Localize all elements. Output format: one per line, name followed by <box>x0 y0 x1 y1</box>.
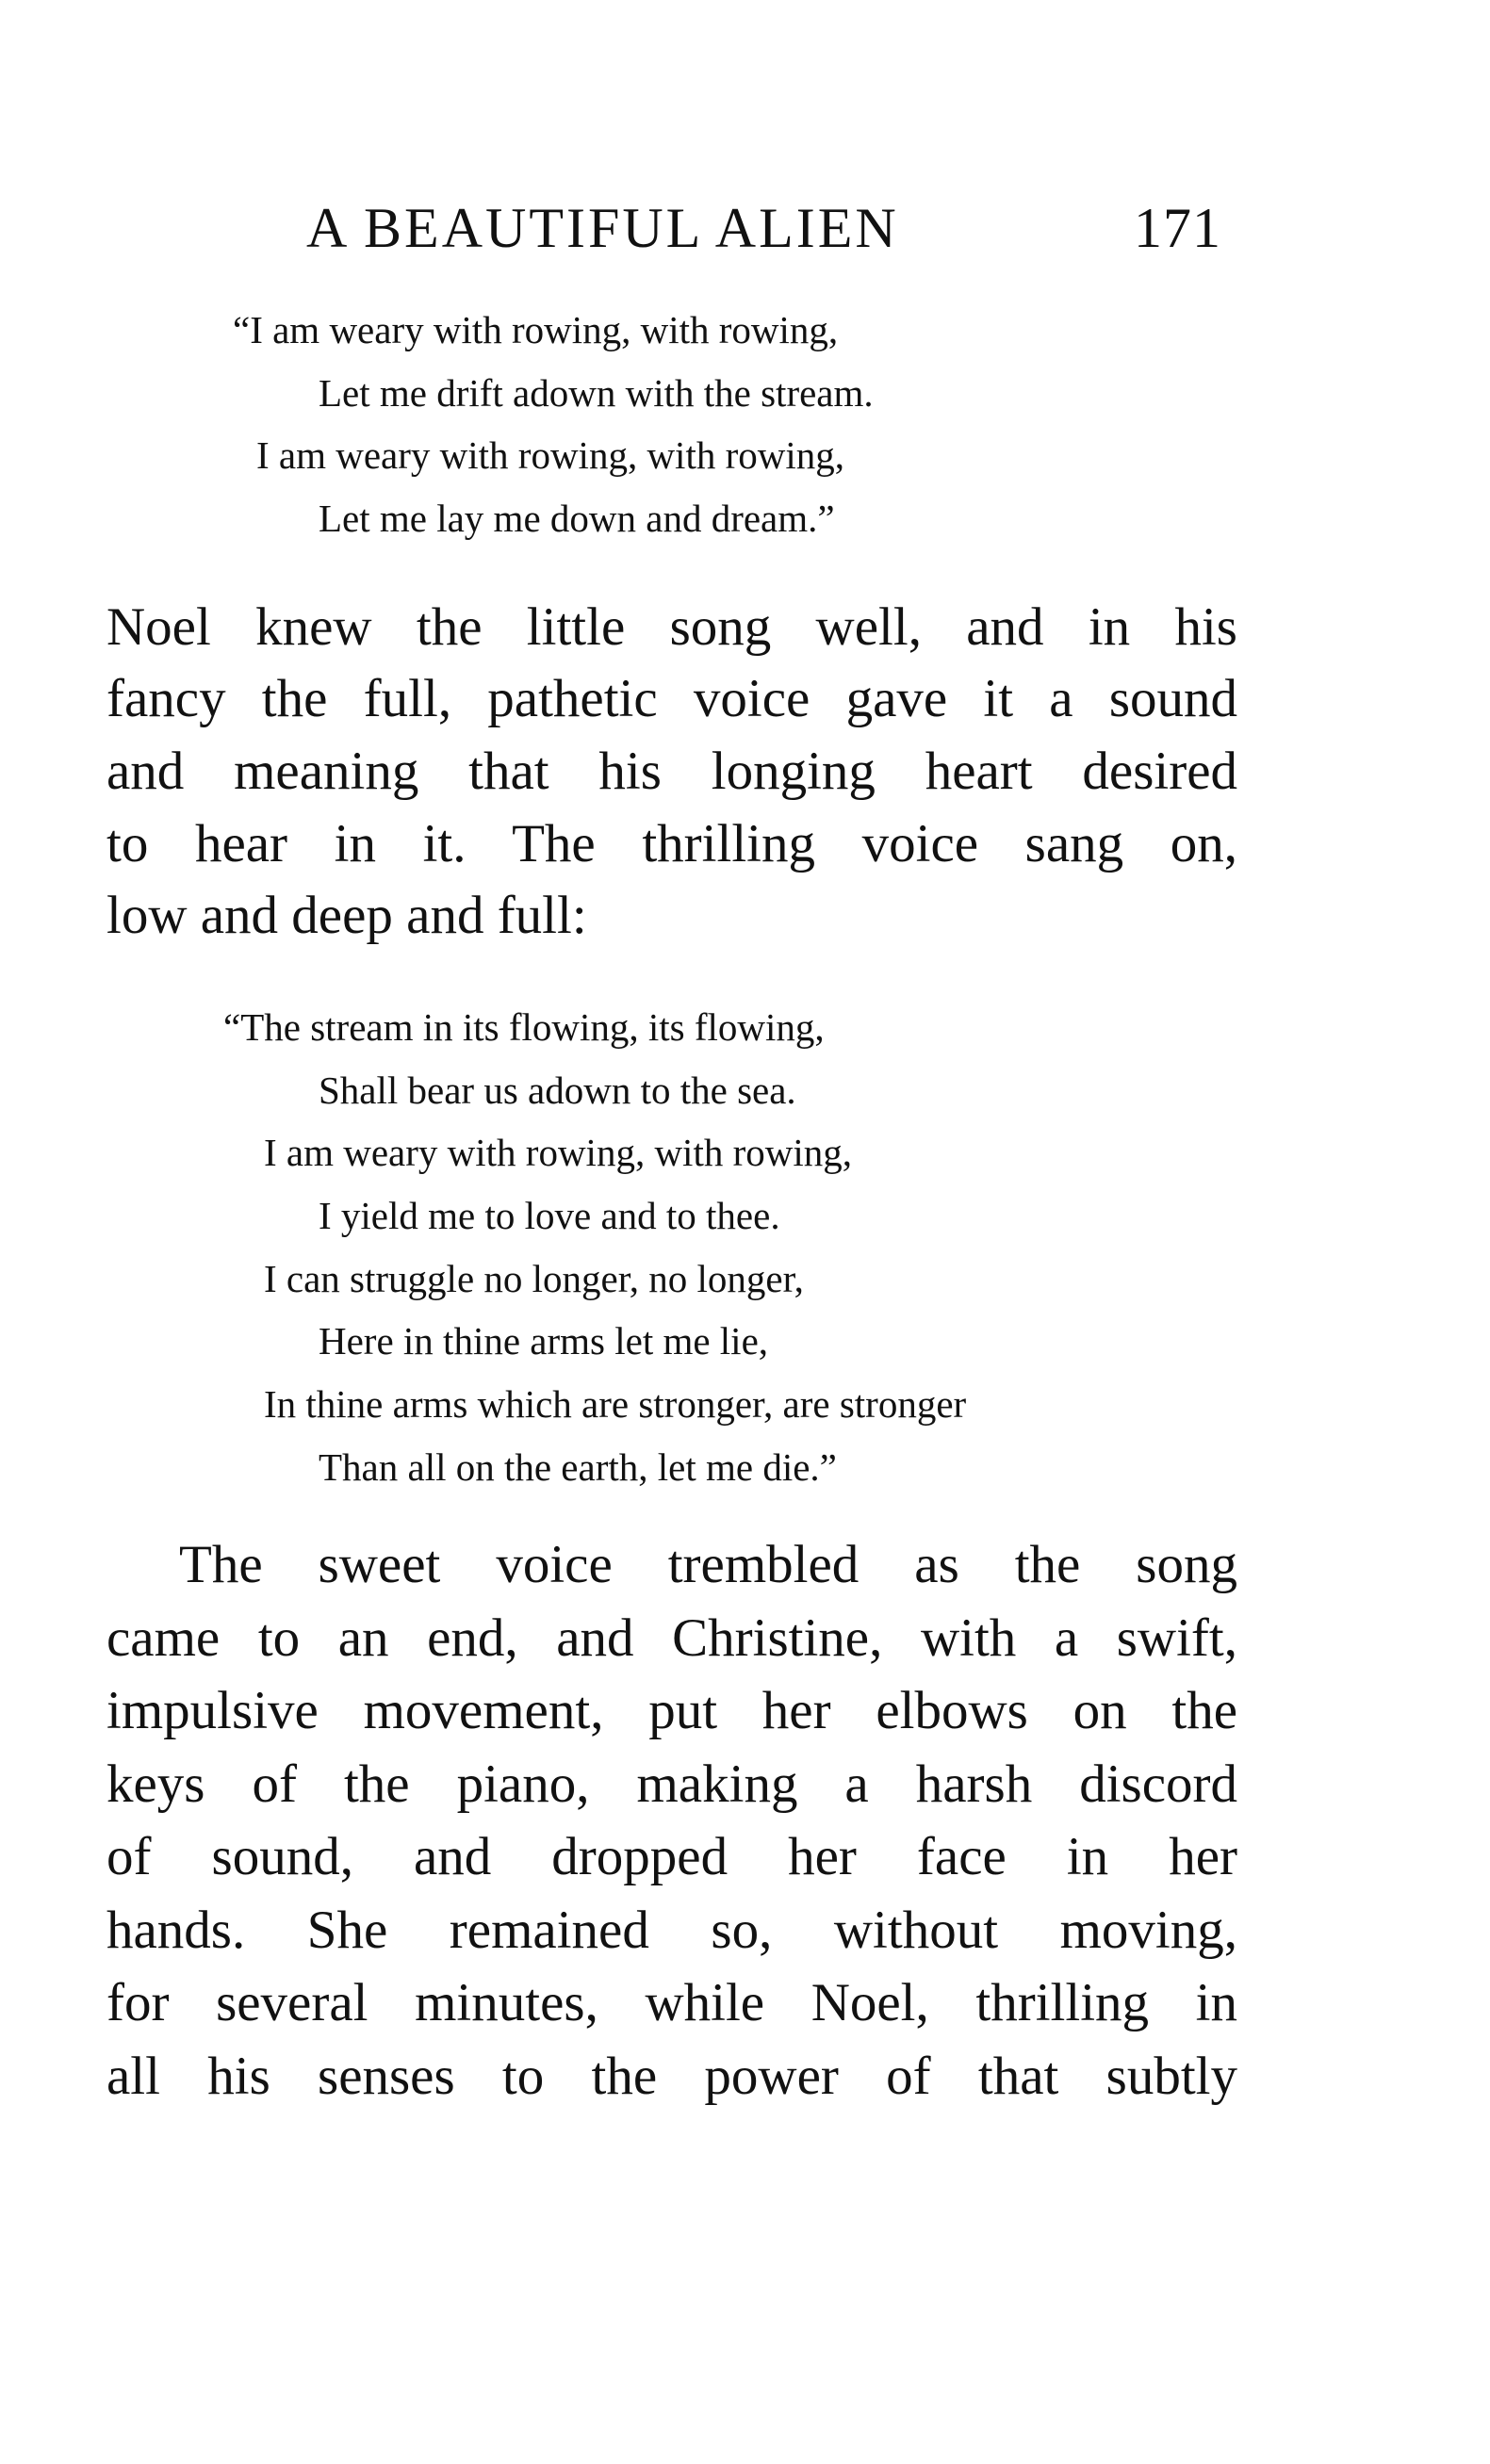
verse-line: I am weary with rowing, with rowing, <box>256 433 844 477</box>
page-number: 171 <box>1134 197 1221 259</box>
verse-line: I am weary with rowing, with rowing, <box>264 1131 852 1174</box>
paragraph-line: The sweet voice trembled as the song <box>179 1535 1237 1594</box>
verse-line: Than all on the earth, let me die.” <box>319 1445 837 1489</box>
paragraph-line: keys of the piano, making a harsh discord <box>106 1754 1237 1814</box>
paragraph-line: all his senses to the power of that subtly <box>106 2047 1237 2106</box>
paragraph-line: low and deep and full: <box>106 886 587 945</box>
paragraph-line: Noel knew the little song well, and in his <box>106 597 1237 657</box>
verse-line: “The stream in its flowing, its flowing, <box>223 1005 825 1049</box>
paragraph-line: for several minutes, while Noel, thrilling in <box>106 1973 1237 2032</box>
paragraph-line: impulsive movement, put her elbows on the <box>106 1681 1237 1740</box>
verse-line: “I am weary with rowing, with rowing, <box>233 308 839 351</box>
paragraph-line: hands. She remained so, without moving, <box>106 1901 1237 1960</box>
paragraph-line: fancy the full, pathetic voice gave it a sound <box>106 669 1237 728</box>
verse-line: Let me drift adown with the stream. <box>319 371 874 415</box>
paragraph-line: came to an end, and Christine, with a swift, <box>106 1608 1237 1668</box>
paragraph-line: of sound, and dropped her face in her <box>106 1827 1237 1886</box>
verse-line: In thine arms which are stronger, are stronger <box>264 1382 967 1426</box>
verse-line: I yield me to love and to thee. <box>319 1194 780 1237</box>
running-title: A BEAUTIFUL ALIEN <box>306 197 899 259</box>
verse-line: Let me lay me down and dream.” <box>319 497 835 540</box>
verse-line: I can struggle no longer, no longer, <box>264 1257 804 1300</box>
paragraph-line: to hear in it. The thrilling voice sang on, <box>106 814 1237 873</box>
paragraph-line: and meaning that his longing heart desired <box>106 742 1237 801</box>
verse-line: Shall bear us adown to the sea. <box>319 1069 796 1112</box>
verse-line: Here in thine arms let me lie, <box>319 1319 769 1363</box>
